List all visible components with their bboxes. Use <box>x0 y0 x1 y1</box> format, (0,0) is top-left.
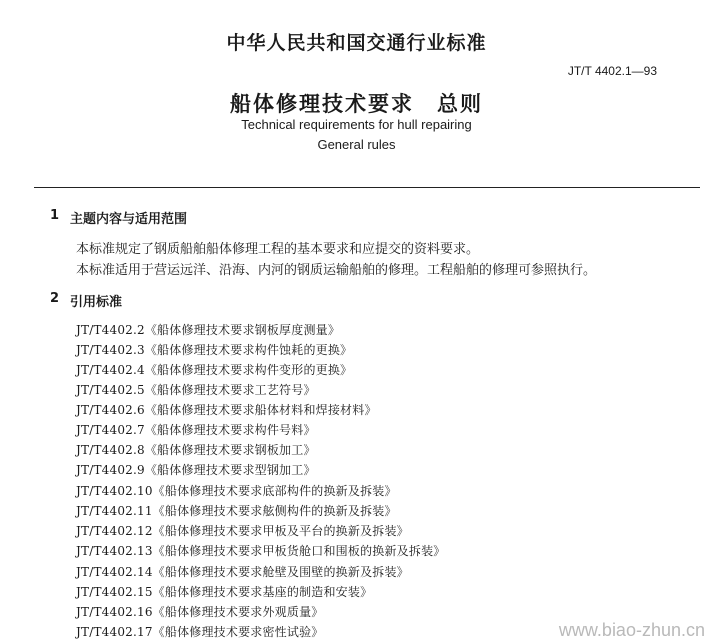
section-1-number: 1 <box>50 208 60 223</box>
reference-item: JT/T4402.9《船体修理技术要求型钢加工》 <box>76 463 316 477</box>
reference-item: JT/T4402.2《船体修理技术要求钢板厚度测量》 <box>76 323 341 337</box>
reference-item: JT/T4402.12《船体修理技术要求甲板及平台的换新及拆装》 <box>76 524 409 538</box>
watermark-text: www.biao-zhun.cn <box>558 620 705 640</box>
reference-item: JT/T4402.10《船体修理技术要求底部构件的换新及拆装》 <box>76 484 397 498</box>
reference-item: JT/T4402.4《船体修理技术要求构件变形的更换》 <box>76 363 353 377</box>
reference-item: JT/T4402.6《船体修理技术要求船体材料和焊接材料》 <box>76 403 377 417</box>
reference-item: JT/T4402.13《船体修理技术要求甲板货舱口和围板的换新及拆装》 <box>76 544 446 558</box>
english-title-line2: General rules <box>317 137 396 152</box>
reference-item: JT/T4402.3《船体修理技术要求构件蚀耗的更换》 <box>76 343 353 357</box>
section-1-title: 主题内容与适用范围 <box>70 212 188 227</box>
section-2-number: 2 <box>50 291 60 306</box>
reference-item: JT/T4402.5《船体修理技术要求工艺符号》 <box>76 383 316 397</box>
reference-item: JT/T4402.7《船体修理技术要求构件号料》 <box>76 423 316 437</box>
section-2-title: 引用标准 <box>70 295 123 310</box>
reference-item: JT/T4402.16《船体修理技术要求外观质量》 <box>76 605 324 619</box>
standard-organization: 中华人民共和国交通行业标准 <box>226 32 487 54</box>
header-divider <box>34 187 700 188</box>
section-1-paragraph: 本标准规定了钢质船舶船体修理工程的基本要求和应提交的资料要求。 <box>76 242 480 257</box>
standard-code: JT/T 4402.1—93 <box>567 64 657 78</box>
reference-item: JT/T4402.17《船体修理技术要求密性试验》 <box>76 625 324 639</box>
document-title: 船体修理技术要求 总则 <box>230 92 483 116</box>
reference-item: JT/T4402.8《船体修理技术要求钢板加工》 <box>76 443 316 457</box>
english-title-line1: Technical requirements for hull repairing <box>241 117 472 132</box>
section-1-paragraph: 本标准适用于营运远洋、沿海、内河的钢质运输船舶的修理。工程船舶的修理可参照执行。 <box>76 263 597 278</box>
reference-item: JT/T4402.11《船体修理技术要求舷侧构件的换新及拆装》 <box>76 504 397 518</box>
reference-item: JT/T4402.15《船体修理技术要求基座的制造和安装》 <box>76 585 373 599</box>
reference-item: JT/T4402.14《船体修理技术要求舱壁及围壁的换新及拆装》 <box>76 565 409 579</box>
